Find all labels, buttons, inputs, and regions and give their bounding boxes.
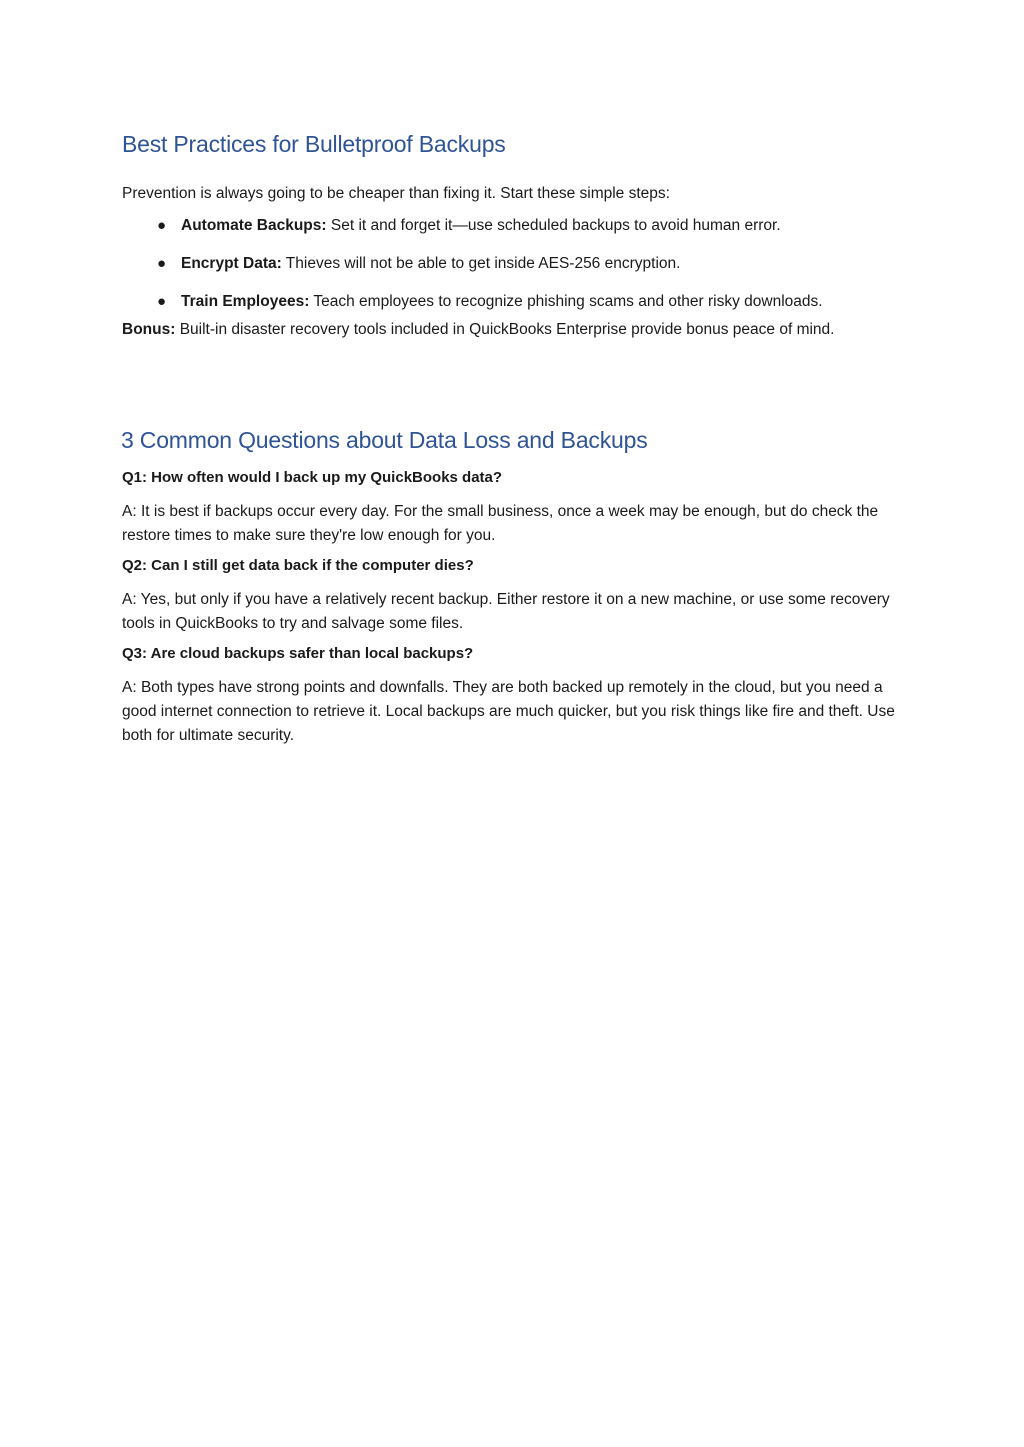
faq-question: Q2: Can I still get data back if the computer dies?: [122, 557, 474, 574]
faq-question: Q1: How often would I back up my QuickBooks data?: [122, 469, 503, 486]
bonus-text: Built-in disaster recovery tools included in QuickBooks Enterprise provide bonus peace of mind.: [175, 321, 835, 338]
list-item-label: Encrypt Data:: [181, 255, 282, 272]
best-practices-list: [122, 214, 902, 314]
bonus-label: Bonus:: [122, 321, 176, 338]
list-item: [122, 290, 902, 314]
list-item-text: Set it and forget it—use scheduled backups to avoid human error.: [326, 217, 781, 234]
list-item-text: Thieves will not be able to get inside AES-256 encryption.: [281, 255, 681, 272]
bonus-paragraph: [122, 318, 902, 342]
list-item: [122, 214, 902, 238]
bullet-icon: ●: [157, 217, 167, 234]
list-item-text: Teach employees to recognize phishing scams and other risky downloads.: [309, 293, 823, 310]
section-heading-best-practices: Best Practices for Bulletproof Backups: [122, 131, 506, 157]
faq-section: [122, 424, 902, 748]
faq-answer: A: Yes, but only if you have a relatively recent backup. Either restore it on a new machine, or use some recovery tools in QuickBooks to try and salvage some files.: [122, 591, 890, 632]
section-heading-faq: 3 Common Questions about Data Loss and Backups: [121, 427, 648, 453]
faq-answer: A: It is best if backups occur every day. For the small business, once a week may be enough, but do check the restore times to make sure they're low enough for you.: [122, 503, 879, 544]
list-item-label: Train Employees:: [181, 293, 310, 310]
list-item-label: Automate Backups:: [181, 217, 327, 234]
list-item: [122, 252, 902, 276]
bullet-icon: ●: [157, 293, 167, 310]
faq-question: Q3: Are cloud backups safer than local backups?: [122, 645, 474, 662]
intro-paragraph: Prevention is always going to be cheaper than fixing it. Start these simple steps:: [122, 185, 670, 202]
faq-answer: A: Both types have strong points and downfalls. They are both backed up remotely in the cloud, but you need a good internet connection to retrieve it. Local backups are much quicker, but you risk things like fire and theft. Use both for ultimate security.: [122, 679, 895, 744]
document-content: [122, 128, 902, 748]
bullet-icon: ●: [157, 255, 167, 272]
